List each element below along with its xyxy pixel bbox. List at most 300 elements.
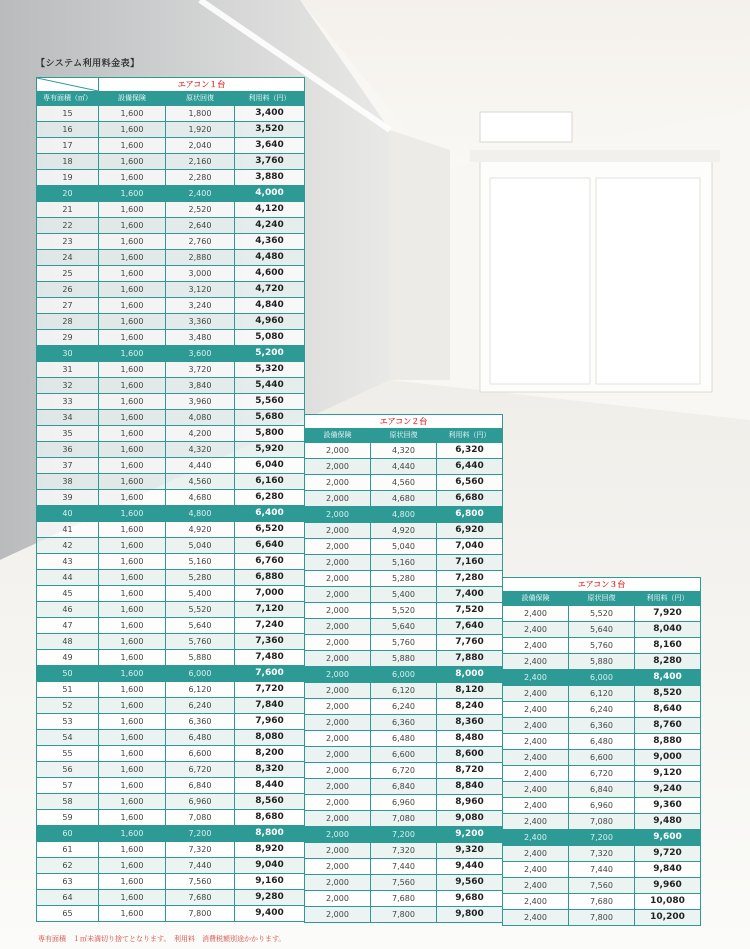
cell-deposit: 1,600 (99, 778, 166, 794)
cell-restore: 7,680 (569, 894, 635, 910)
cell-size: 22 (37, 218, 99, 234)
cell-deposit: 1,600 (99, 666, 166, 682)
table-row (37, 106, 305, 122)
cell-restore: 1,800 (166, 106, 235, 122)
cell-deposit: 1,600 (99, 442, 166, 458)
cell-deposit: 2,000 (305, 891, 371, 907)
table-row (503, 622, 701, 638)
cell-fee: 6,160 (235, 474, 305, 490)
document-title: 【システム利用料金表】 (36, 59, 140, 69)
table-row (37, 794, 305, 810)
cell-restore: 6,360 (166, 714, 235, 730)
cell-deposit: 1,600 (99, 618, 166, 634)
table-row (37, 506, 305, 522)
table-row (305, 635, 503, 651)
table-row (37, 218, 305, 234)
cell-fee: 6,520 (235, 522, 305, 538)
cell-size: 42 (37, 538, 99, 554)
cell-deposit: 1,600 (99, 218, 166, 234)
cell-deposit: 2,000 (305, 539, 371, 555)
cell-fee: 7,160 (437, 555, 503, 571)
cell-fee: 6,640 (235, 538, 305, 554)
cell-size: 37 (37, 458, 99, 474)
cell-deposit: 2,000 (305, 763, 371, 779)
table-row (37, 330, 305, 346)
cell-fee: 10,200 (635, 910, 701, 926)
cell-fee: 8,760 (635, 718, 701, 734)
table-row (37, 602, 305, 618)
cell-fee: 4,840 (235, 298, 305, 314)
cell-restore: 6,240 (166, 698, 235, 714)
cell-restore: 6,840 (371, 779, 437, 795)
cell-deposit: 1,600 (99, 698, 166, 714)
table-row (37, 202, 305, 218)
table-row (305, 747, 503, 763)
cell-fee: 3,520 (235, 122, 305, 138)
table-row (305, 891, 503, 907)
cell-fee: 3,760 (235, 154, 305, 170)
table-row (37, 730, 305, 746)
cell-fee: 7,760 (437, 635, 503, 651)
cell-fee: 8,480 (437, 731, 503, 747)
cell-restore: 3,720 (166, 362, 235, 378)
table-row (503, 878, 701, 894)
cell-restore: 7,200 (371, 827, 437, 843)
cell-restore: 7,800 (371, 907, 437, 923)
cell-size: 15 (37, 106, 99, 122)
cell-restore: 7,440 (569, 862, 635, 878)
cell-deposit: 2,000 (305, 843, 371, 859)
fee-table-two-aircon (304, 414, 503, 923)
table-row (305, 539, 503, 555)
cell-deposit: 1,600 (99, 490, 166, 506)
cell-size: 36 (37, 442, 99, 458)
cell-deposit: 1,600 (99, 170, 166, 186)
cell-restore: 5,520 (569, 606, 635, 622)
cell-deposit: 2,400 (503, 814, 569, 830)
cell-fee: 9,720 (635, 846, 701, 862)
table-row (37, 554, 305, 570)
cell-restore: 6,480 (569, 734, 635, 750)
cell-restore: 6,360 (569, 718, 635, 734)
cell-restore: 6,600 (166, 746, 235, 762)
cell-fee: 4,600 (235, 266, 305, 282)
cell-restore: 6,360 (371, 715, 437, 731)
cell-fee: 9,440 (437, 859, 503, 875)
cell-deposit: 2,400 (503, 910, 569, 926)
cell-fee: 7,640 (437, 619, 503, 635)
cell-deposit: 1,600 (99, 522, 166, 538)
table-row (503, 814, 701, 830)
cell-size: 43 (37, 554, 99, 570)
table-row (37, 698, 305, 714)
cell-fee: 6,920 (437, 523, 503, 539)
cell-fee: 9,360 (635, 798, 701, 814)
cell-restore: 4,440 (166, 458, 235, 474)
cell-deposit: 2,000 (305, 555, 371, 571)
cell-fee: 7,280 (437, 571, 503, 587)
cell-size: 60 (37, 826, 99, 842)
table-row (305, 587, 503, 603)
cell-restore: 5,520 (371, 603, 437, 619)
cell-size: 58 (37, 794, 99, 810)
cell-fee: 9,120 (635, 766, 701, 782)
cell-deposit: 1,600 (99, 474, 166, 490)
cell-restore: 6,600 (371, 747, 437, 763)
cell-fee: 9,080 (437, 811, 503, 827)
cell-restore: 7,680 (371, 891, 437, 907)
cell-size: 17 (37, 138, 99, 154)
cell-fee: 4,240 (235, 218, 305, 234)
cell-fee: 8,000 (437, 667, 503, 683)
cell-restore: 7,440 (166, 858, 235, 874)
table-row (305, 859, 503, 875)
cell-restore: 7,080 (166, 810, 235, 826)
unit1-header: エアコン１台 (99, 78, 305, 92)
cell-size: 19 (37, 170, 99, 186)
table-row (305, 475, 503, 491)
cell-deposit: 2,000 (305, 875, 371, 891)
cell-deposit: 1,600 (99, 362, 166, 378)
cell-deposit: 2,000 (305, 475, 371, 491)
cell-deposit: 2,000 (305, 587, 371, 603)
cell-fee: 8,680 (235, 810, 305, 826)
cell-fee: 7,600 (235, 666, 305, 682)
cell-deposit: 1,600 (99, 314, 166, 330)
cell-deposit: 2,000 (305, 811, 371, 827)
cell-deposit: 2,000 (305, 699, 371, 715)
cell-restore: 3,360 (166, 314, 235, 330)
table-row (305, 827, 503, 843)
cell-restore: 7,320 (569, 846, 635, 862)
table-row (37, 154, 305, 170)
table-corner-cell (37, 78, 99, 92)
cell-restore: 3,240 (166, 298, 235, 314)
cell-fee: 8,120 (437, 683, 503, 699)
cell-deposit: 1,600 (99, 570, 166, 586)
cell-size: 21 (37, 202, 99, 218)
cell-fee: 9,680 (437, 891, 503, 907)
cell-restore: 4,200 (166, 426, 235, 442)
cell-size: 26 (37, 282, 99, 298)
cell-deposit: 2,000 (305, 603, 371, 619)
cell-deposit: 2,000 (305, 443, 371, 459)
table-row (37, 442, 305, 458)
table-row (305, 683, 503, 699)
cell-deposit: 1,600 (99, 842, 166, 858)
table-row (305, 619, 503, 635)
cell-restore: 5,640 (166, 618, 235, 634)
table-row (305, 811, 503, 827)
cell-deposit: 1,600 (99, 794, 166, 810)
cell-restore: 4,320 (166, 442, 235, 458)
cell-restore: 6,120 (371, 683, 437, 699)
cell-restore: 5,880 (569, 654, 635, 670)
cell-fee: 8,360 (437, 715, 503, 731)
table-row (305, 843, 503, 859)
cell-size: 54 (37, 730, 99, 746)
table-row (37, 362, 305, 378)
cell-deposit: 2,000 (305, 651, 371, 667)
cell-deposit: 2,000 (305, 667, 371, 683)
cell-deposit: 1,600 (99, 154, 166, 170)
cell-fee: 6,800 (437, 507, 503, 523)
cell-fee: 8,960 (437, 795, 503, 811)
cell-deposit: 2,400 (503, 686, 569, 702)
cell-fee: 8,840 (437, 779, 503, 795)
cell-restore: 6,720 (569, 766, 635, 782)
cell-fee: 7,720 (235, 682, 305, 698)
cell-deposit: 2,400 (503, 622, 569, 638)
cell-size: 61 (37, 842, 99, 858)
cell-deposit: 2,400 (503, 798, 569, 814)
cell-fee: 5,080 (235, 330, 305, 346)
cell-deposit: 2,400 (503, 734, 569, 750)
cell-restore: 6,120 (569, 686, 635, 702)
table-row (37, 346, 305, 362)
cell-fee: 3,880 (235, 170, 305, 186)
cell-deposit: 1,600 (99, 730, 166, 746)
table-row (37, 570, 305, 586)
cell-deposit: 1,600 (99, 282, 166, 298)
cell-size: 57 (37, 778, 99, 794)
cell-fee: 4,000 (235, 186, 305, 202)
cell-deposit: 1,600 (99, 874, 166, 890)
cell-deposit: 1,600 (99, 714, 166, 730)
cell-deposit: 1,600 (99, 394, 166, 410)
cell-fee: 5,320 (235, 362, 305, 378)
table-row (37, 778, 305, 794)
cell-fee: 9,040 (235, 858, 305, 874)
cell-size: 45 (37, 586, 99, 602)
table-row (305, 907, 503, 923)
table-row (503, 686, 701, 702)
table-row (37, 170, 305, 186)
table-row (503, 766, 701, 782)
cell-restore: 1,920 (166, 122, 235, 138)
cell-deposit: 2,000 (305, 571, 371, 587)
cell-deposit: 2,000 (305, 715, 371, 731)
cell-deposit: 1,600 (99, 426, 166, 442)
table-row (37, 538, 305, 554)
table-row (37, 762, 305, 778)
cell-restore: 2,160 (166, 154, 235, 170)
table-row (37, 474, 305, 490)
table-row (305, 443, 503, 459)
cell-deposit: 2,400 (503, 862, 569, 878)
cell-deposit: 1,600 (99, 250, 166, 266)
cell-size: 27 (37, 298, 99, 314)
cell-fee: 4,360 (235, 234, 305, 250)
cell-fee: 7,400 (437, 587, 503, 603)
cell-fee: 8,920 (235, 842, 305, 858)
cell-fee: 8,040 (635, 622, 701, 638)
cell-restore: 7,320 (371, 843, 437, 859)
cell-fee: 7,480 (235, 650, 305, 666)
table-row (37, 378, 305, 394)
cell-size: 47 (37, 618, 99, 634)
cell-fee: 7,960 (235, 714, 305, 730)
cell-restore: 6,960 (166, 794, 235, 810)
cell-deposit: 2,000 (305, 827, 371, 843)
cell-restore: 3,120 (166, 282, 235, 298)
cell-deposit: 2,400 (503, 654, 569, 670)
cell-fee: 9,240 (635, 782, 701, 798)
cell-restore: 7,200 (569, 830, 635, 846)
table-row (503, 846, 701, 862)
cell-restore: 4,800 (166, 506, 235, 522)
cell-size: 53 (37, 714, 99, 730)
table-row (37, 906, 305, 922)
cell-deposit: 2,000 (305, 731, 371, 747)
cell-restore: 7,200 (166, 826, 235, 842)
cell-size: 34 (37, 410, 99, 426)
cell-fee: 4,120 (235, 202, 305, 218)
col-header-restore: 原状回復 (371, 429, 437, 443)
table-row (305, 763, 503, 779)
table-row (503, 798, 701, 814)
cell-restore: 7,560 (166, 874, 235, 890)
cell-deposit: 1,600 (99, 410, 166, 426)
cell-fee: 8,600 (437, 747, 503, 763)
cell-deposit: 2,400 (503, 750, 569, 766)
cell-size: 25 (37, 266, 99, 282)
cell-deposit: 2,000 (305, 907, 371, 923)
cell-fee: 8,800 (235, 826, 305, 842)
cell-size: 28 (37, 314, 99, 330)
cell-fee: 6,400 (235, 506, 305, 522)
cell-fee: 6,560 (437, 475, 503, 491)
cell-deposit: 2,400 (503, 718, 569, 734)
cell-restore: 4,440 (371, 459, 437, 475)
table-row (503, 670, 701, 686)
cell-size: 44 (37, 570, 99, 586)
cell-deposit: 2,400 (503, 670, 569, 686)
cell-size: 32 (37, 378, 99, 394)
cell-size: 18 (37, 154, 99, 170)
cell-fee: 7,120 (235, 602, 305, 618)
cell-restore: 6,480 (371, 731, 437, 747)
cell-size: 46 (37, 602, 99, 618)
cell-deposit: 2,400 (503, 606, 569, 622)
cell-size: 29 (37, 330, 99, 346)
cell-restore: 6,720 (166, 762, 235, 778)
table-row (503, 654, 701, 670)
table-row (37, 490, 305, 506)
cell-deposit: 2,000 (305, 747, 371, 763)
table-row (305, 459, 503, 475)
cell-deposit: 1,600 (99, 202, 166, 218)
cell-restore: 7,800 (166, 906, 235, 922)
cell-deposit: 2,000 (305, 859, 371, 875)
table-row (37, 586, 305, 602)
table-row (503, 734, 701, 750)
cell-restore: 6,840 (569, 782, 635, 798)
cell-deposit: 1,600 (99, 554, 166, 570)
table-row (37, 298, 305, 314)
cell-deposit: 2,000 (305, 779, 371, 795)
cell-fee: 7,240 (235, 618, 305, 634)
cell-fee: 5,800 (235, 426, 305, 442)
cell-deposit: 1,600 (99, 858, 166, 874)
cell-fee: 8,880 (635, 734, 701, 750)
cell-restore: 7,320 (166, 842, 235, 858)
table-row (503, 638, 701, 654)
cell-restore: 2,640 (166, 218, 235, 234)
cell-deposit: 1,600 (99, 602, 166, 618)
cell-fee: 8,520 (635, 686, 701, 702)
fee-table-one-aircon (36, 77, 305, 922)
cell-restore: 5,640 (371, 619, 437, 635)
cell-restore: 5,760 (166, 634, 235, 650)
table-row (37, 650, 305, 666)
cell-restore: 4,560 (166, 474, 235, 490)
table-row (305, 699, 503, 715)
cell-restore: 5,040 (371, 539, 437, 555)
cell-restore: 5,760 (371, 635, 437, 651)
cell-restore: 4,320 (371, 443, 437, 459)
cell-restore: 4,800 (371, 507, 437, 523)
cell-fee: 9,400 (235, 906, 305, 922)
table-row (305, 667, 503, 683)
cell-deposit: 1,600 (99, 266, 166, 282)
cell-deposit: 1,600 (99, 826, 166, 842)
cell-size: 16 (37, 122, 99, 138)
table-row (37, 138, 305, 154)
cell-size: 38 (37, 474, 99, 490)
cell-fee: 9,840 (635, 862, 701, 878)
cell-deposit: 2,000 (305, 491, 371, 507)
cell-fee: 6,320 (437, 443, 503, 459)
cell-deposit: 1,600 (99, 106, 166, 122)
col-header-size: 専有面積（㎡） (37, 92, 99, 106)
cell-fee: 8,280 (635, 654, 701, 670)
table-row (37, 666, 305, 682)
cell-size: 31 (37, 362, 99, 378)
cell-size: 50 (37, 666, 99, 682)
cell-size: 39 (37, 490, 99, 506)
cell-deposit: 2,400 (503, 878, 569, 894)
cell-size: 62 (37, 858, 99, 874)
cell-fee: 8,440 (235, 778, 305, 794)
cell-fee: 4,960 (235, 314, 305, 330)
cell-restore: 6,240 (371, 699, 437, 715)
table-row (305, 779, 503, 795)
cell-fee: 5,920 (235, 442, 305, 458)
cell-size: 20 (37, 186, 99, 202)
table-row (37, 634, 305, 650)
cell-fee: 3,400 (235, 106, 305, 122)
cell-fee: 6,040 (235, 458, 305, 474)
col-header-restore: 原状回復 (569, 592, 635, 606)
cell-restore: 4,680 (166, 490, 235, 506)
cell-deposit: 1,600 (99, 906, 166, 922)
table-row (503, 910, 701, 926)
cell-fee: 8,560 (235, 794, 305, 810)
cell-size: 63 (37, 874, 99, 890)
cell-size: 49 (37, 650, 99, 666)
cell-fee: 5,680 (235, 410, 305, 426)
table-row (503, 702, 701, 718)
table-row (37, 234, 305, 250)
table-row (37, 682, 305, 698)
cell-restore: 7,080 (569, 814, 635, 830)
cell-restore: 3,480 (166, 330, 235, 346)
cell-fee: 9,800 (437, 907, 503, 923)
table-row (37, 890, 305, 906)
cell-deposit: 2,400 (503, 830, 569, 846)
cell-size: 65 (37, 906, 99, 922)
